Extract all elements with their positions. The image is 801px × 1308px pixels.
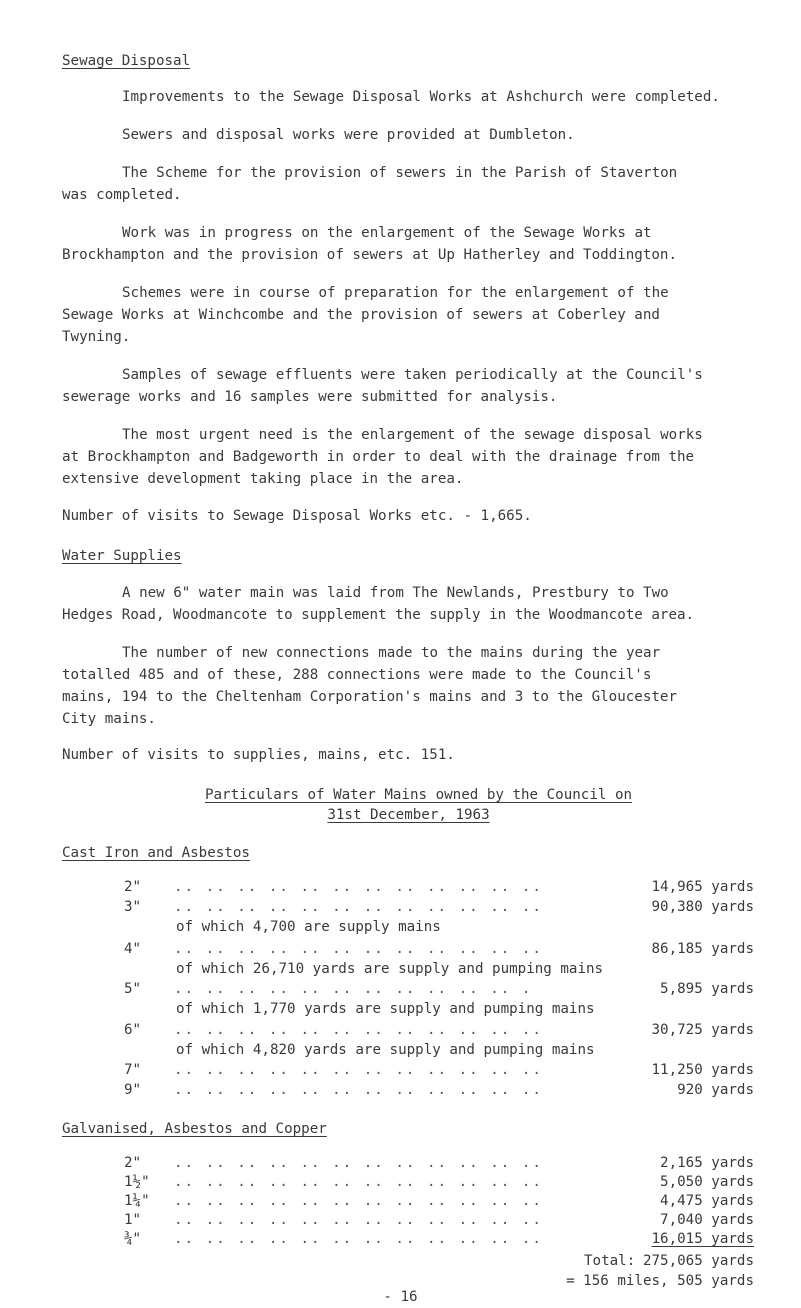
sewage-para-2: Sewers and disposal works were provided at Dumbleton. bbox=[122, 127, 575, 143]
sewage-para-5: Schemes were in course of preparation for the enlargement of the Sewage Works at Winchcombe and the provision of sewers at Coberley and Twyning. bbox=[62, 285, 669, 345]
table-row: 2" .. .. .. .. .. .. .. .. .. .. .. .. 14,965 yards bbox=[124, 879, 754, 895]
sewage-para-4: Work was in progress on the enlargement of the Sewage Works at Brockhampton and the provision of sewers at Up Hatherley and Toddington. bbox=[62, 225, 677, 263]
table-row: 5" .. .. .. .. .. .. .. .. .. .. .. . 5,895 yards bbox=[124, 981, 754, 997]
water-para-2: The number of new connections made to the mains during the year totalled 485 and of these, 288 connections were made to the Council's mains, 194 to the Cheltenham Corporation's mains and 3 to the Gloucester City mains. bbox=[62, 645, 677, 727]
table-row: 3" .. .. .. .. .. .. .. .. .. .. .. .. 90,380 yards bbox=[124, 899, 754, 915]
total-amount: 275,065 yards bbox=[642, 1253, 754, 1269]
page-number: - 16 bbox=[383, 1289, 418, 1305]
row-note: of which 4,700 are supply mains bbox=[176, 919, 441, 935]
sewage-para-3: The Scheme for the provision of sewers in the Parish of Staverton was completed. bbox=[62, 165, 678, 203]
water-heading: Water Supplies bbox=[62, 548, 182, 564]
total-label: Total: bbox=[584, 1253, 636, 1269]
total-miles: = 156 miles, 505 yards bbox=[566, 1273, 754, 1289]
table-row: ¾" .. .. .. .. .. .. .. .. .. .. .. .. 16,015 yards bbox=[124, 1231, 754, 1247]
particulars-title: Particulars of Water Mains owned by the Council on bbox=[204, 787, 633, 803]
row-note: of which 4,820 yards are supply and pumping mains bbox=[176, 1042, 595, 1058]
sewage-heading: Sewage Disposal bbox=[62, 53, 191, 69]
table-row: 4" .. .. .. .. .. .. .. .. .. .. .. .. 86,185 yards bbox=[124, 941, 754, 957]
table-row: 6" .. .. .. .. .. .. .. .. .. .. .. .. 30,725 yards bbox=[124, 1022, 754, 1038]
table-row: 1½" .. .. .. .. .. .. .. .. .. .. .. .. 5,050 yards bbox=[124, 1174, 754, 1190]
row-note: of which 1,770 yards are supply and pumping mains bbox=[176, 1001, 595, 1017]
row-note: of which 26,710 yards are supply and pumping mains bbox=[176, 961, 604, 977]
sewage-para-1: Improvements to the Sewage Disposal Works at Ashchurch were completed. bbox=[122, 89, 720, 105]
table-row: 7" .. .. .. .. .. .. .. .. .. .. .. .. 11,250 yards bbox=[124, 1062, 754, 1078]
table-row: 1¼" .. .. .. .. .. .. .. .. .. .. .. .. 4,475 yards bbox=[124, 1193, 754, 1209]
water-visits: Number of visits to supplies, mains, etc. 151. bbox=[62, 747, 455, 763]
table-row: 2" .. .. .. .. .. .. .. .. .. .. .. .. 2,165 yards bbox=[124, 1155, 754, 1171]
particulars-date: 31st December, 1963 bbox=[327, 807, 490, 823]
table-row: 9" .. .. .. .. .. .. .. .. .. .. .. .. 920 yards bbox=[124, 1082, 754, 1098]
cast-iron-heading: Cast Iron and Asbestos bbox=[62, 845, 250, 861]
sewage-visits: Number of visits to Sewage Disposal Works etc. - 1,665. bbox=[62, 508, 532, 524]
table-row: 1" .. .. .. .. .. .. .. .. .. .. .. .. 7,040 yards bbox=[124, 1212, 754, 1228]
galvanised-heading: Galvanised, Asbestos and Copper bbox=[62, 1121, 327, 1137]
sewage-para-7: The most urgent need is the enlargement of the sewage disposal works at Brockhampton and Badgeworth in order to deal with the drainage from the extensive development taking place in the area. bbox=[62, 427, 703, 487]
water-para-1: A new 6" water main was laid from The Newlands, Prestbury to Two Hedges Road, Woodmancote to supplement the supply in the Woodmancote area. bbox=[62, 585, 695, 623]
sewage-para-6: Samples of sewage effluents were taken periodically at the Council's sewerage works and 16 samples were submitted for analysis. bbox=[62, 367, 703, 405]
